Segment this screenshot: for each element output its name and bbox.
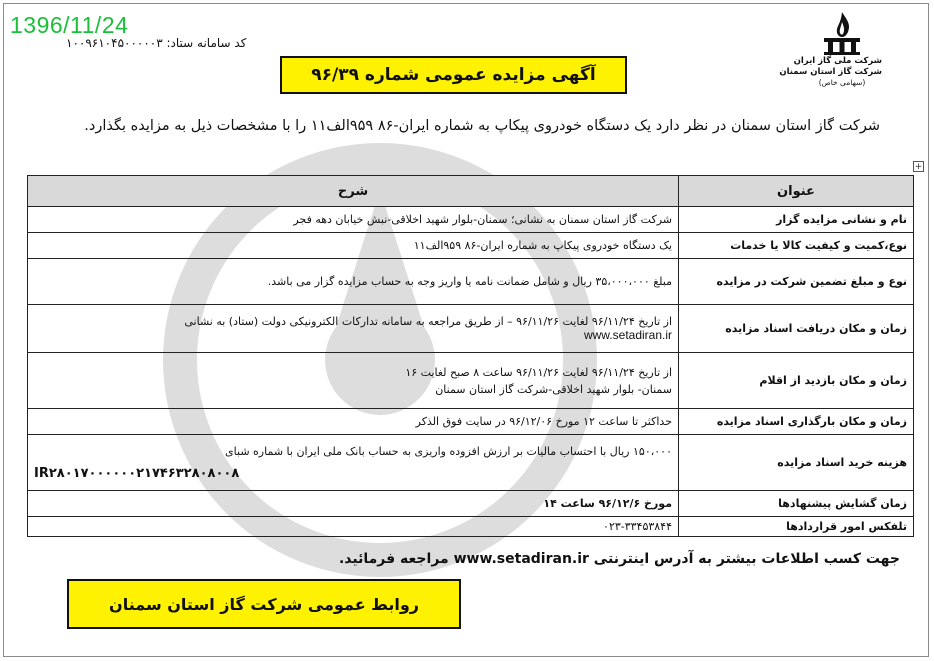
notice-title: آگهی مزایده عمومی شماره ۹۶/۳۹ [280, 56, 627, 94]
row-desc: از تاریخ ۹۶/۱۱/۲۴ لغایت ۹۶/۱۱/۲۶ – از طریق مراجعه به سامانه تدارکات الکترونیکی دولت (ستاد) به نشانی [184, 315, 672, 328]
table-row [28, 491, 914, 517]
row-desc-cell [28, 435, 679, 491]
row-title: نام و نشانی مزایده گزار [679, 207, 914, 233]
setad-url-link[interactable]: www.setadiran.ir [583, 328, 672, 342]
logo-line-3: (سهامی خاص) [818, 78, 866, 87]
footer-note: جهت کسب اطلاعات بیشتر به آدرس اینترنتی www.setadiran.ir مراجعه فرمائید. [338, 551, 900, 567]
logo-line-2: شرکت گاز استان سمنان [779, 67, 882, 77]
table-row [28, 409, 914, 435]
row-title: زمان و مکان بارگذاری اسناد مزایده [679, 409, 914, 435]
footer-signature: روابط عمومی شرکت گاز استان سمنان [67, 579, 461, 629]
row-title: زمان و مکان بازدید از اقلام [679, 353, 914, 409]
table-row [28, 233, 914, 259]
header-title: عنوان [679, 176, 914, 207]
table-row [28, 353, 914, 409]
intro-paragraph: شرکت گاز استان سمنان در نظر دارد یک دستگاه خودروی پیکاپ به شماره ایران-۸۶ ۹۵۹الف۱۱ را با مشخصات ذیل به مزایده بگذارد. [84, 118, 880, 134]
row-desc: مورخ ۹۶/۱۲/۶ ساعت ۱۴ [28, 491, 679, 517]
ref-code: کد سامانه ستاد: ۱۰۰۹۶۱۰۴۵۰۰۰۰۰۳ [66, 36, 247, 50]
row-title: تلفکس امور قراردادها [679, 517, 914, 537]
row-desc-cell [28, 353, 679, 409]
date-stamp: 1396/11/24 [10, 12, 129, 38]
row-title: زمان گشایش پیشنهادها [679, 491, 914, 517]
table-row [28, 207, 914, 233]
table-row [28, 435, 914, 491]
row-title: نوع و مبلغ تضمین شرکت در مزایده [679, 259, 914, 305]
row-title: هزینه خرید اسناد مزایده [679, 435, 914, 491]
company-logo [779, 10, 882, 100]
row-desc-2: سمنان- بلوار شهید اخلاقی-شرکت گاز استان سمنان [435, 382, 672, 396]
row-title: نوع،کمیت و کیفیت کالا یا خدمات [679, 233, 914, 259]
row-desc: ۱۵۰،۰۰۰ ریال با احتساب مالیات بر ارزش افزوده واریزی به حساب بانک ملی ایران با شماره شبای [225, 444, 672, 458]
row-desc: ۰۲۳-۳۳۴۵۳۸۴۴ [28, 517, 679, 537]
row-desc: حداکثر تا ساعت ۱۲ مورخ ۹۶/۱۲/۰۶ در سایت فوق الذکر [28, 409, 679, 435]
row-desc: از تاریخ ۹۶/۱۱/۲۴ لغایت ۹۶/۱۱/۲۶ ساعت ۸ صبح لغایت ۱۶ [405, 365, 672, 379]
table-row [28, 259, 914, 305]
table-move-handle-icon[interactable]: + [914, 162, 923, 172]
row-desc-cell [28, 305, 679, 353]
table-row [28, 305, 914, 353]
logo-line-1: شرکت ملی گاز ایران [793, 56, 882, 66]
table-row [28, 517, 914, 537]
iban-number: IR۲۸۰۱۷۰۰۰۰۰۰۲۱۷۴۶۳۲۸۰۸۰۰۸ [34, 465, 240, 481]
gas-flame-icon [820, 10, 864, 56]
header-desc: شرح [28, 176, 679, 207]
row-title: زمان و مکان دریافت اسناد مزایده [679, 305, 914, 353]
row-desc: یک دستگاه خودروی پیکاپ به شماره ایران-۸۶ ۹۵۹الف۱۱ [28, 233, 679, 259]
row-desc: مبلغ ۳۵،۰۰۰،۰۰۰ ریال و شامل ضمانت نامه یا واریز وجه به حساب مزایده گزار می باشد. [28, 259, 679, 305]
table-header-row [28, 176, 914, 207]
row-desc: شرکت گاز استان سمنان به نشانی؛ سمنان-بلوار شهید اخلاقی-نبش خیابان دهه فجر [28, 207, 679, 233]
details-table [27, 175, 914, 537]
